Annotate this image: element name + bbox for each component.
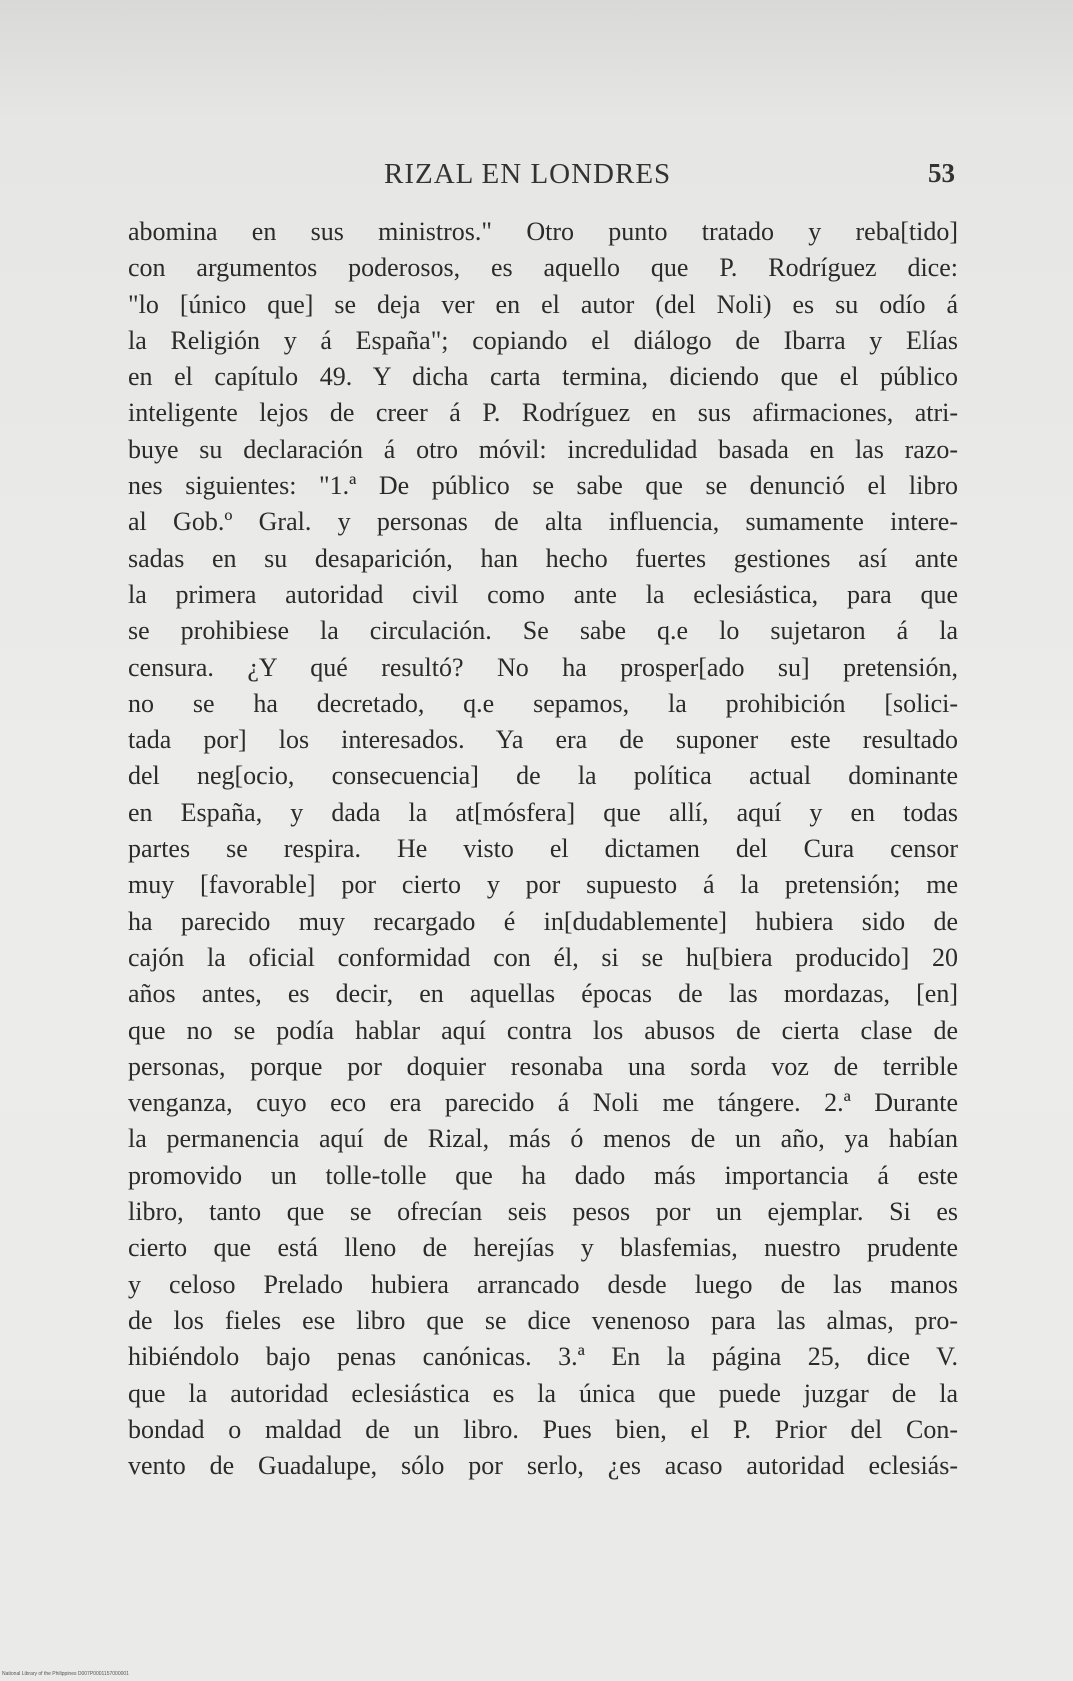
text-line: del neg[ocio, consecuencia] de la política actual dominante (128, 761, 958, 791)
text-line: cierto que está lleno de herejías y blasfemias, nuestro prudente (128, 1233, 958, 1263)
text-line: cajón la oficial conformidad con él, si se hu[biera producido] 20 (128, 942, 958, 972)
text-line: se prohibiese la circulación. Se sabe q.e lo sujetaron á la (128, 616, 958, 646)
text-line: libro, tanto que se ofrecían seis pesos por un ejemplar. Si es (128, 1197, 958, 1227)
text-line: de los fieles ese libro que se dice venenoso para las almas, pro- (128, 1305, 958, 1335)
text-line: no se ha decretado, q.e sepamos, la prohibición [solici- (128, 688, 958, 718)
text-line: con argumentos poderosos, es aquello que P. Rodríguez dice: (128, 253, 958, 283)
library-footer-note: National Library of the Philippines D007P0001157000001 (2, 1671, 129, 1677)
text-line: bondad o maldad de un libro. Pues bien, el P. Prior del Con- (128, 1414, 958, 1444)
text-line: personas, porque por doquier resonaba una sorda voz de terrible (128, 1051, 958, 1081)
text-line: buye su declaración á otro móvil: incredulidad basada en las razo- (128, 434, 958, 464)
text-line: inteligente lejos de creer á P. Rodríguez en sus afirmaciones, atri- (128, 398, 958, 428)
text-line: venganza, cuyo eco era parecido á Noli me tángere. 2.ª Durante (128, 1088, 958, 1118)
text-line: partes se respira. He visto el dictamen del Cura censor (128, 834, 958, 864)
text-line: promovido un tolle-tolle que ha dado más importancia á este (128, 1160, 958, 1190)
page-number: 53 (928, 158, 955, 188)
text-line: tada por] los interesados. Ya era de suponer este resultado (128, 725, 958, 755)
text-line: hibiéndolo bajo penas canónicas. 3.ª En la página 25, dice V. (128, 1342, 958, 1372)
text-line: la primera autoridad civil como ante la eclesiástica, para que (128, 579, 958, 609)
text-line: "lo [único que] se deja ver en el autor (del Noli) es su odío á (128, 289, 958, 319)
text-line: que no se podía hablar aquí contra los abusos de cierta clase de (128, 1015, 958, 1045)
text-line: abomina en sus ministros." Otro punto tratado y reba[tido] (128, 217, 958, 246)
text-line: años antes, es decir, en aquellas épocas de las mordazas, [en] (128, 979, 958, 1009)
text-line: que la autoridad eclesiástica es la única que puede juzgar de la (128, 1378, 958, 1408)
text-line: la Religión y á España"; copiando el diálogo de Ibarra y Elías (128, 325, 958, 355)
text-line: en España, y dada la at[mósfera] que allí, aquí y en todas (128, 797, 958, 827)
text-line: y celoso Prelado hubiera arrancado desde luego de las manos (128, 1269, 958, 1299)
text-line: nes siguientes: "1.ª De público se sabe que se denunció el libro (128, 471, 958, 501)
text-line: sadas en su desaparición, han hecho fuertes gestiones así ante (128, 543, 958, 573)
text-line: en el capítulo 49. Y dicha carta termina, diciendo que el público (128, 362, 958, 392)
text-line: la permanencia aquí de Rizal, más ó menos de un año, ya habían (128, 1124, 958, 1154)
text-line: ha parecido muy recargado é in[dudablemente] hubiera sido de (128, 906, 958, 936)
running-head-title: RIZAL EN LONDRES (384, 158, 672, 190)
text-line: al Gob.º Gral. y personas de alta influencia, sumamente intere- (128, 507, 958, 537)
text-line: vento de Guadalupe, sólo por serlo, ¿es acaso autoridad eclesiás- (128, 1451, 958, 1481)
text-line: muy [favorable] por cierto y por supuesto á la pretensión; me (128, 870, 958, 900)
body-text (128, 214, 958, 1484)
text-line: censura. ¿Y qué resultó? No ha prosper[ado su] pretensión, (128, 652, 958, 682)
